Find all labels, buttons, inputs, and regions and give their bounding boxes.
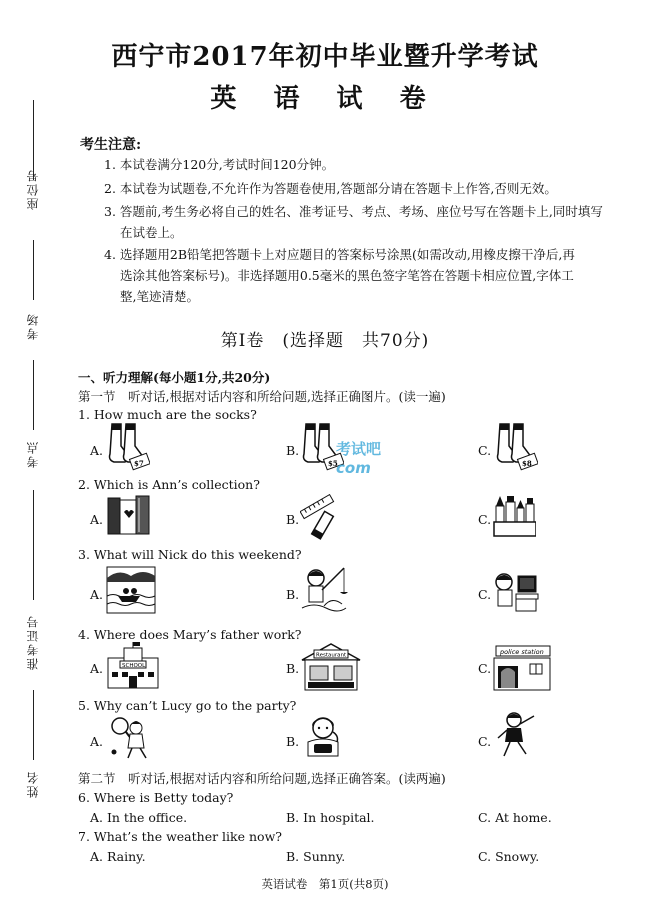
kid-computer-icon [492, 570, 540, 614]
notice-heading: 考生注意: [80, 137, 142, 153]
option-letter: C. [478, 661, 492, 676]
margin-field-center: 考点 [26, 440, 40, 468]
notice-item-3: 3. 答题前,考生务必将自己的姓名、准考证号、考点、考场、座位号写在答题卡上,同时填写 在试卷上。 [104, 204, 603, 240]
question-2: 2. Which is Ann’s collection? [78, 477, 260, 492]
notice-item-4: 4. 选择题用2B铅笔把答题卡上对应题目的答案标号涂黑(如需改动,用橡皮擦干净后,再 选涂其他答案标号)。非选择题用0.5毫米的黑色签字笔答在答题卡相应位置,字体工 整,笔迹清楚。 [104, 247, 575, 304]
option-letter: A. [90, 512, 104, 527]
watermark-logo: 考试吧 com [336, 440, 382, 477]
margin-field-seat: 座位号 [26, 168, 40, 210]
school-building-icon [106, 642, 160, 690]
restaurant-building-icon [300, 640, 362, 692]
books-icon [106, 494, 152, 538]
margin-line [33, 690, 34, 760]
police-sign: police station [500, 648, 544, 656]
restaurant-sign: Restaurant [316, 652, 347, 659]
question-3: 3. What will Nick do this weekend? [78, 547, 302, 562]
kid-fishing-icon [300, 562, 348, 616]
option-letter: B. [286, 443, 300, 458]
question-7: 7. What’s the weather like now? [78, 829, 282, 844]
question-7-option-b: B. Sunny. [286, 849, 346, 864]
notice-item-2: 2. 本试卷为试题卷,不允许作为答题卷使用,答题部分请在答题卡上作答,否则无效。 [104, 181, 557, 196]
price-tag-label: $7 [134, 459, 144, 468]
option-letter: C. [478, 587, 492, 602]
exam-subtitle: 英 语 试 卷 [210, 84, 440, 114]
socks-price-tag-icon [494, 422, 538, 472]
section1-subheading: 第一节 听对话,根据对话内容和所给问题,选择正确图片。(读一遍) [78, 389, 446, 404]
margin-field-room: 考场 [26, 312, 40, 340]
ruler-eraser-icon [300, 494, 340, 540]
option-letter: B. [286, 512, 300, 527]
school-sign: SCHOOL [122, 663, 146, 669]
margin-field-name: 姓名 [26, 770, 40, 798]
price-tag-label: $8 [522, 459, 532, 468]
question-6-option-c: C. At home. [478, 810, 552, 825]
girl-tennis-icon [106, 714, 152, 760]
option-letter: B. [286, 587, 300, 602]
exam-title: 西宁市2017年初中毕业暨升学考试 [111, 42, 539, 72]
socks-price-tag-icon [106, 422, 150, 472]
question-5: 5. Why can’t Lucy go to the party? [78, 698, 297, 713]
price-tag-label: $5 [328, 459, 338, 468]
option-letter: C. [478, 512, 492, 527]
girl-phone-icon [300, 714, 346, 758]
section2-subheading: 第二节 听对话,根据对话内容和所给问题,选择正确答案。(读两遍) [78, 771, 446, 786]
question-6-option-a: A. In the office. [90, 810, 188, 825]
option-letter: C. [478, 443, 492, 458]
option-letter: A. [90, 443, 104, 458]
kid-dancing-icon [494, 710, 538, 760]
page-footer: 英语试卷 第1页(共8页) [261, 877, 389, 891]
question-1: 1. How much are the socks? [78, 407, 257, 422]
margin-line [33, 490, 34, 600]
margin-field-ticket: 准考证号 [26, 614, 40, 670]
question-6: 6. Where is Betty today? [78, 790, 234, 805]
option-letter: B. [286, 734, 300, 749]
notice-item-1: 1. 本试卷满分120分,考试时间120分钟。 [104, 157, 335, 172]
paints-bottles-icon [492, 492, 536, 538]
margin-line [33, 360, 34, 430]
boating-scene-icon [106, 566, 156, 614]
option-letter: A. [90, 661, 104, 676]
margin-line [33, 240, 34, 300]
question-4: 4. Where does Mary’s father work? [78, 627, 302, 642]
part-title: 第Ⅰ卷 (选择题 共70分) [220, 331, 430, 351]
section1-heading: 一、听力理解(每小题1分,共20分) [78, 370, 271, 385]
police-station-icon [492, 644, 552, 692]
question-7-option-a: A. Rainy. [90, 849, 146, 864]
question-7-option-c: C. Snowy. [478, 849, 540, 864]
option-letter: B. [286, 661, 300, 676]
option-letter: A. [90, 587, 104, 602]
question-6-option-b: B. In hospital. [286, 810, 375, 825]
option-letter: A. [90, 734, 104, 749]
option-letter: C. [478, 734, 492, 749]
